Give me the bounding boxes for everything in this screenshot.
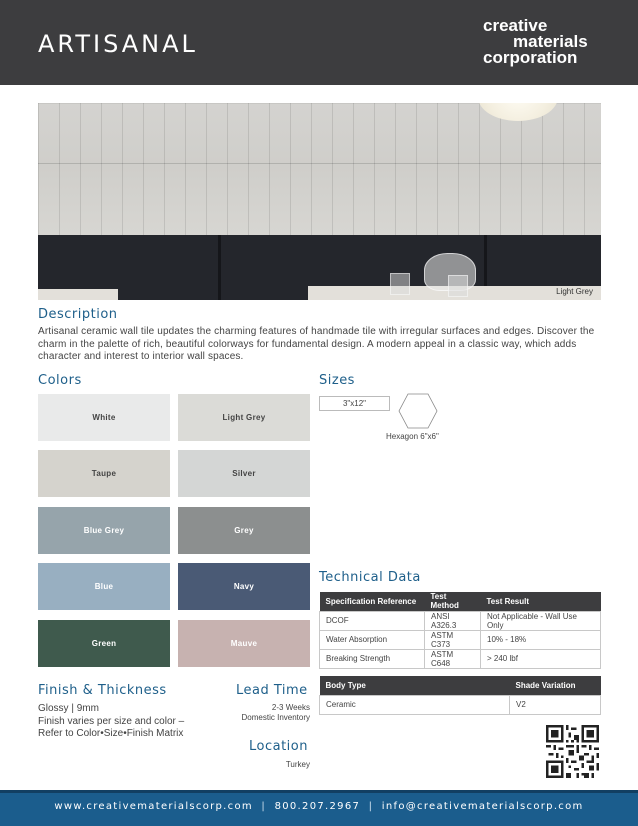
table-row	[320, 611, 601, 630]
swatch-label: Silver	[232, 469, 256, 478]
table-cell: ANSI A326.3	[425, 611, 481, 630]
swatch-taupe	[38, 450, 170, 497]
location-heading: Location	[249, 739, 308, 754]
table-cell: > 240 lbf	[481, 649, 601, 668]
table-cell: DCOF	[320, 611, 425, 630]
swatch-label: Blue	[94, 582, 114, 591]
technical-heading: Technical Data	[319, 570, 421, 585]
body-table-header	[320, 676, 601, 695]
size-rectangle	[319, 396, 390, 411]
tile-wall	[38, 103, 601, 243]
table-row	[320, 695, 601, 714]
swatch-blue-grey	[38, 507, 170, 554]
footer-email-link[interactable]: info@creativematerialscorp.com	[381, 801, 584, 812]
glass	[448, 275, 468, 297]
qr-code-icon	[546, 725, 599, 778]
table-cell: 10% - 18%	[481, 630, 601, 649]
description-text: Artisanal ceramic wall tile updates the charming features of handmade tile with irregular surfaces and edges. Discover the charm in the palette of rich, beautiful colorways for fundamental design. A modern appeal in a classic way, which adds character and interest to interior wall spaces.	[38, 326, 595, 362]
table-cell: ASTM C648	[425, 649, 481, 668]
footer-separator: |	[261, 801, 267, 812]
technical-table	[319, 592, 601, 669]
body-type-table	[319, 676, 601, 715]
swatch-label: Light Grey	[222, 413, 266, 422]
description-heading: Description	[38, 307, 118, 322]
footer-contact	[0, 795, 638, 819]
swatch-light-grey	[178, 394, 310, 441]
swatch-label: Grey	[234, 526, 254, 535]
swatch-mauve	[178, 620, 310, 667]
swatch-label: White	[92, 413, 116, 422]
finish-line-3: Refer to Color•Size•Finish Matrix	[38, 728, 184, 739]
swatch-label: Green	[91, 639, 117, 648]
table-left	[38, 289, 118, 300]
company-logo	[483, 18, 588, 66]
logo-line-2: materials	[513, 32, 588, 51]
table-cell: Ceramic	[320, 695, 510, 714]
size-rect-label: 3"x12"	[342, 399, 367, 408]
swatch-label: Taupe	[91, 469, 117, 478]
finish-line-2: Finish varies per size and color –	[38, 716, 185, 727]
table-cell: V2	[510, 695, 601, 714]
hero-photo	[38, 103, 601, 300]
table-row	[320, 630, 601, 649]
colors-heading: Colors	[38, 373, 82, 388]
table-cell: Breaking Strength	[320, 649, 425, 668]
col-spec-ref: Specification Reference	[320, 592, 425, 611]
logo-line-1: creative	[483, 16, 548, 35]
footer-phone-link[interactable]: 800.207.2967	[274, 801, 361, 812]
col-shade-variation: Shade Variation	[510, 676, 601, 695]
table-cell: ASTM C373	[425, 630, 481, 649]
finish-line-1: Glossy | 9mm	[38, 703, 99, 714]
footer-separator: |	[368, 801, 374, 812]
size-hexagon-label: Hexagon 6"x6"	[386, 432, 439, 441]
swatch-label: Blue Grey	[83, 526, 125, 535]
technical-table-header	[320, 592, 601, 611]
swatch-navy	[178, 563, 310, 610]
swatch-blue	[38, 563, 170, 610]
table-cell: Water Absorption	[320, 630, 425, 649]
hero-caption: Light Grey	[556, 287, 593, 296]
swatch-label: Navy	[233, 582, 255, 591]
glass	[390, 273, 410, 295]
swatch-grey	[178, 507, 310, 554]
lead-time-line-1: 2-3 Weeks	[271, 703, 310, 712]
table-row	[320, 649, 601, 668]
logo-line-3: corporation	[483, 48, 578, 67]
location-value: Turkey	[285, 760, 310, 769]
swatch-label: Mauve	[230, 639, 258, 648]
swatch-green	[38, 620, 170, 667]
swatch-white	[38, 394, 170, 441]
swatch-silver	[178, 450, 310, 497]
table-cell: Not Applicable - Wall Use Only	[481, 611, 601, 630]
finish-heading: Finish & Thickness	[38, 683, 167, 698]
col-test-result: Test Result	[481, 592, 601, 611]
col-test-method: Test Method	[425, 592, 481, 611]
lead-time-heading: Lead Time	[236, 683, 308, 698]
sizes-heading: Sizes	[319, 373, 355, 388]
collection-title: ARTISANAL	[38, 30, 198, 58]
hexagon-shape-icon	[398, 393, 438, 429]
footer-website-link[interactable]: www.creativematerialscorp.com	[54, 801, 253, 812]
lead-time-line-2: Domestic Inventory	[241, 713, 310, 722]
col-body-type: Body Type	[320, 676, 510, 695]
